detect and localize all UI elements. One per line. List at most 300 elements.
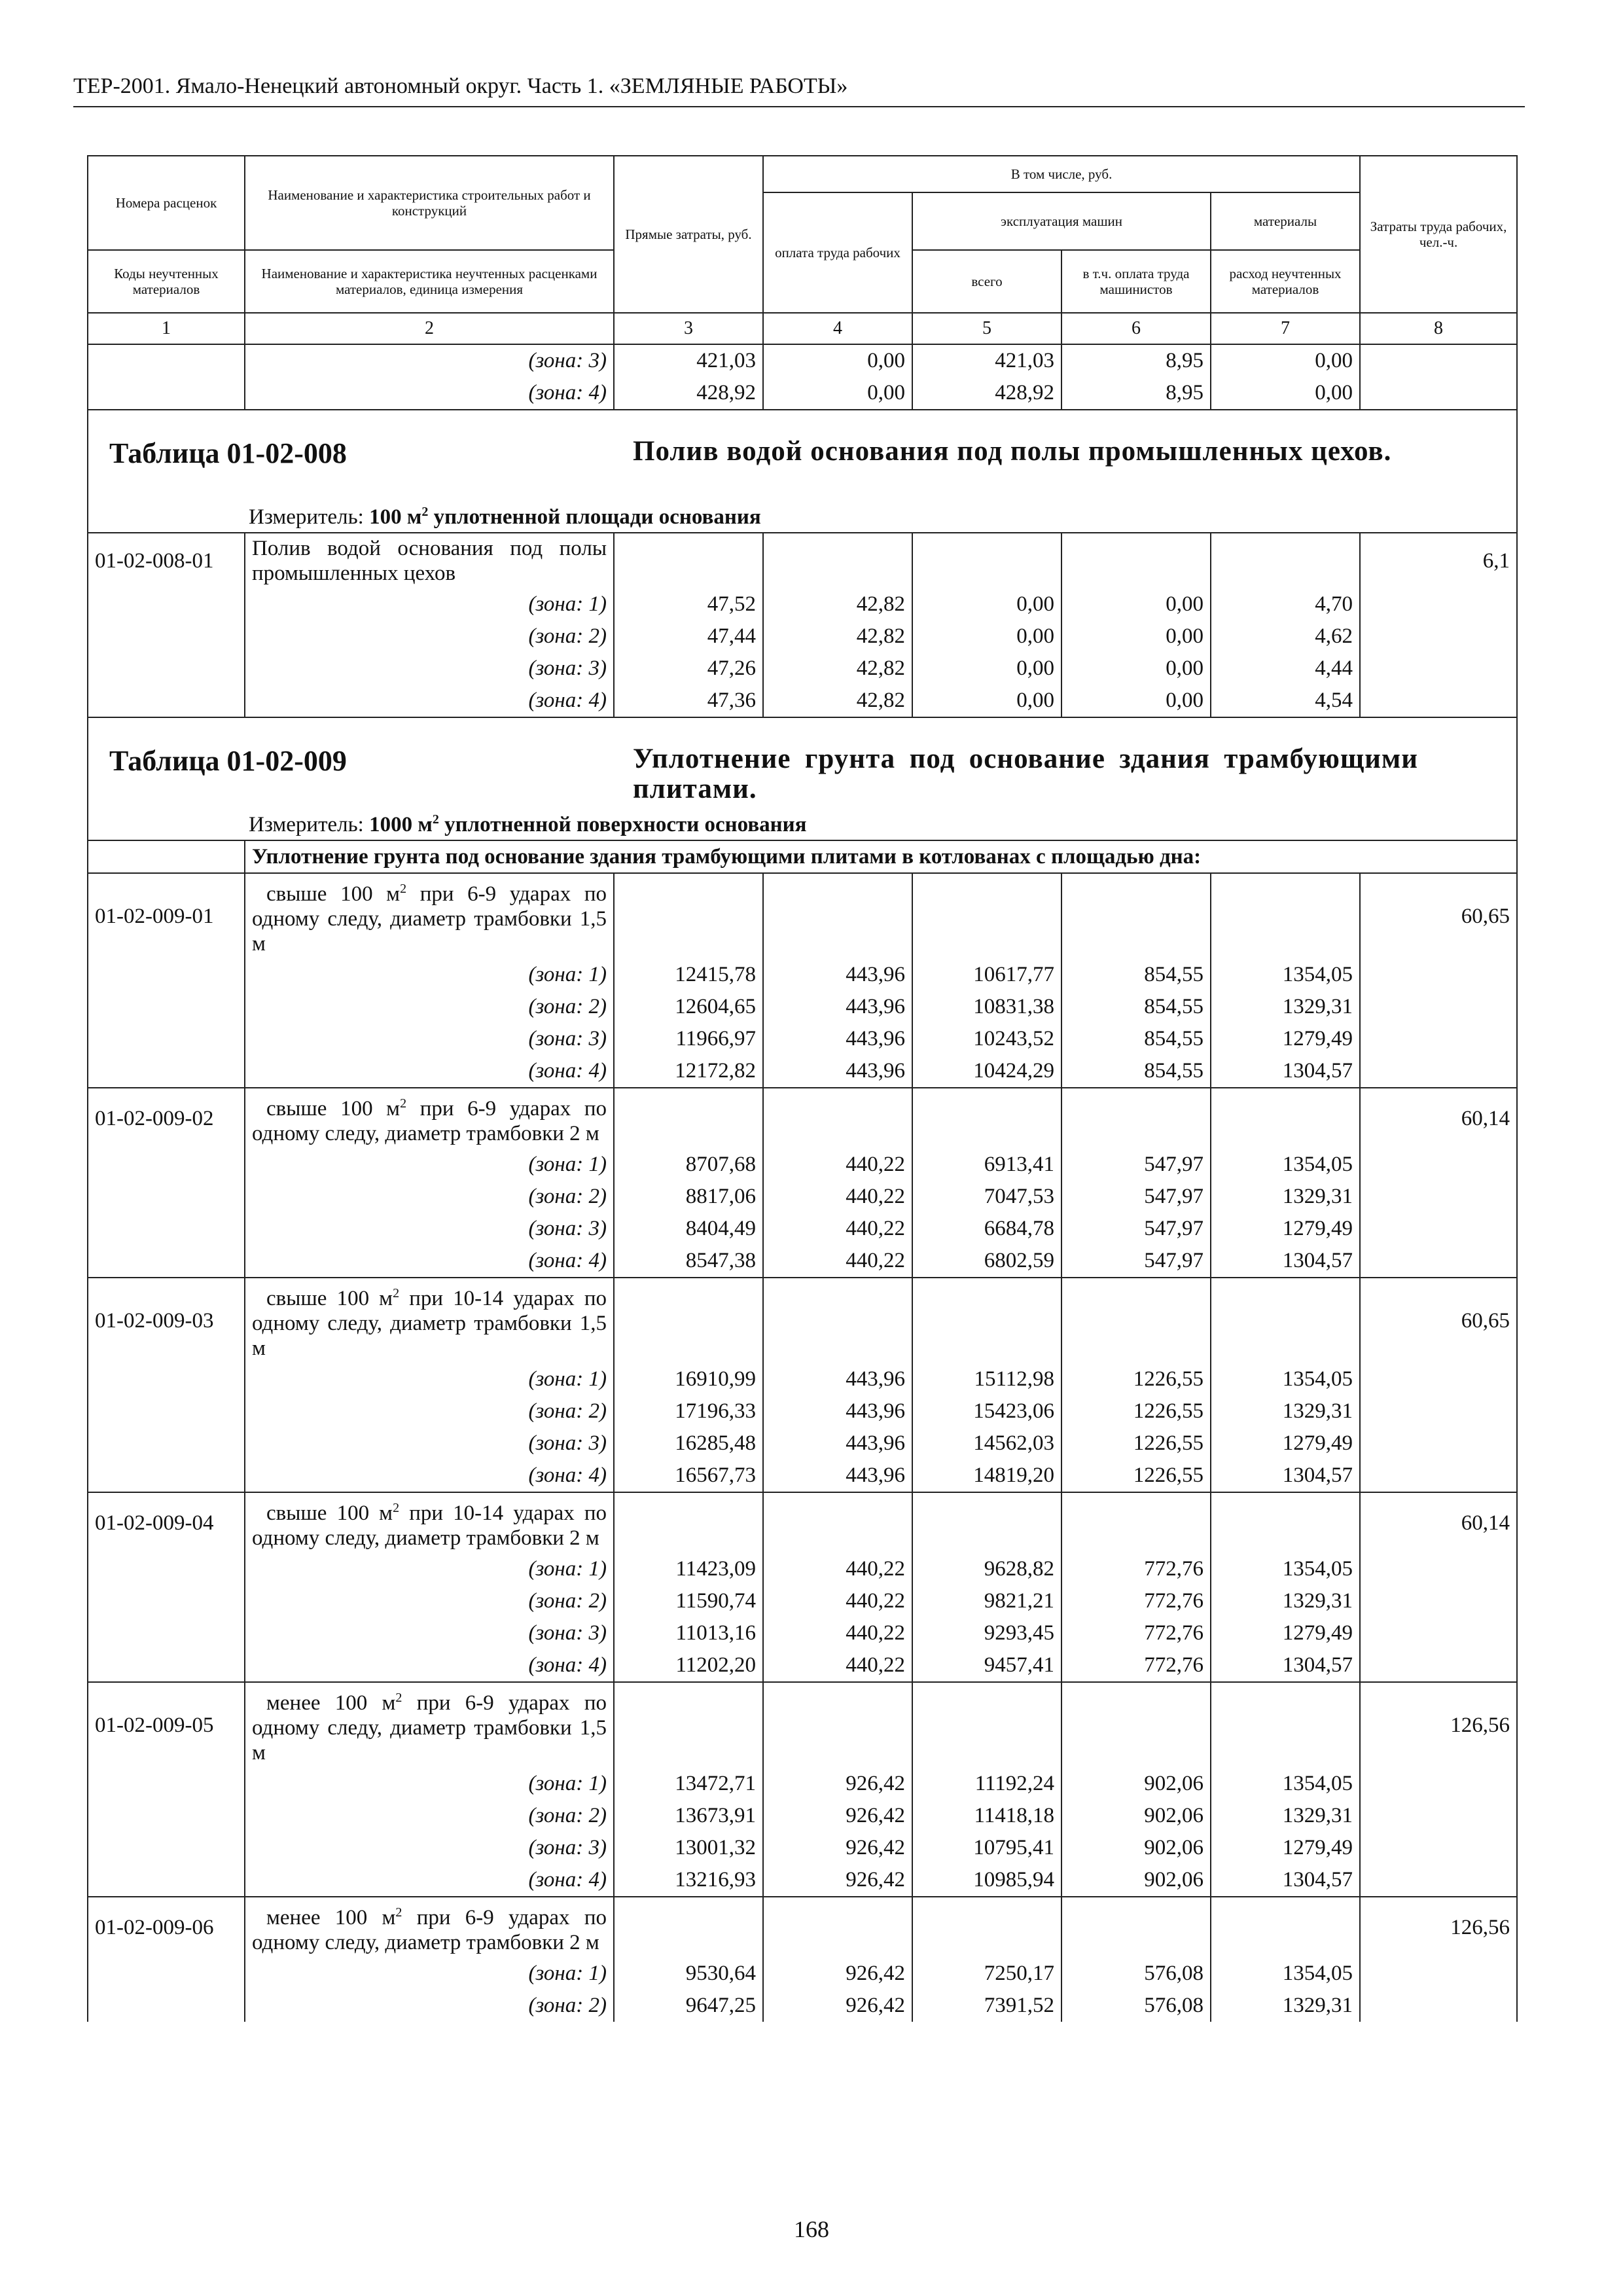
labor-cell-empty (1360, 1181, 1517, 1213)
empty-cell (1211, 873, 1360, 959)
value-machines: 9821,21 (912, 1585, 1061, 1617)
subsection-title: Уплотнение грунта под основание здания трамбующими плитами в котлованах с площадью дна: (245, 840, 1517, 873)
value-machines: 10985,94 (912, 1864, 1061, 1897)
meter-cell (245, 502, 1517, 533)
labor-cell-empty (1360, 1149, 1517, 1181)
zone-label: (зона: 2) (245, 1181, 614, 1213)
zone-label: (зона: 2) (245, 1395, 614, 1427)
empty-cell (1211, 1682, 1360, 1768)
labor-cell-empty (1360, 1768, 1517, 1800)
column-number: 3 (614, 313, 763, 344)
zone-row (88, 1832, 1517, 1864)
empty-cell (912, 873, 1061, 959)
zone-row (88, 1213, 1517, 1245)
value-materials: 1304,57 (1211, 1649, 1360, 1682)
zone-row (88, 1585, 1517, 1617)
value-machines: 11418,18 (912, 1800, 1061, 1832)
empty-cell (763, 1682, 912, 1768)
col-machines-total: всего (912, 250, 1061, 313)
value-machines: 6684,78 (912, 1213, 1061, 1245)
meter-unit: 1000 м (369, 813, 433, 836)
value-wages: 443,96 (763, 991, 912, 1023)
rate-description-part: свыше 100 м (266, 1501, 393, 1525)
value-machines: 428,92 (912, 377, 1061, 410)
rate-code: 01-02-008-01 (88, 533, 245, 588)
table-title: Полив водой основания под полы промышленных цехов. (633, 436, 1392, 467)
value-materials: 1329,31 (1211, 1585, 1360, 1617)
empty-cell (614, 1088, 763, 1149)
value-direct: 8707,68 (614, 1149, 763, 1181)
value-machinists: 854,55 (1061, 1023, 1211, 1055)
labor-cell-empty (1360, 1958, 1517, 1990)
code-cell-empty (88, 1958, 245, 1990)
rate-code: 01-02-009-03 (88, 1278, 245, 1363)
rate-description-part: свыше 100 м (266, 1287, 393, 1310)
value-materials: 1354,05 (1211, 1768, 1360, 1800)
empty-cell (614, 873, 763, 959)
rate-description-part: при 6-9 ударах по одному следу, диаметр трамбовки 1,5 м (252, 1691, 607, 1765)
rate-code: 01-02-009-02 (88, 1088, 245, 1149)
labor-value: 126,56 (1360, 1897, 1517, 1958)
value-materials: 4,70 (1211, 588, 1360, 620)
value-machinists: 854,55 (1061, 1055, 1211, 1088)
table-label: Таблица 01-02-009 (109, 745, 347, 777)
value-direct: 9647,25 (614, 1990, 763, 2022)
meter-rest: уплотненной поверхности основания (438, 813, 807, 836)
value-machines: 9457,41 (912, 1649, 1061, 1682)
value-machinists: 902,06 (1061, 1832, 1211, 1864)
value-materials: 1354,05 (1211, 959, 1360, 991)
value-materials: 1354,05 (1211, 1958, 1360, 1990)
empty-cell (614, 1682, 763, 1768)
zone-label: (зона: 4) (245, 1055, 614, 1088)
labor-cell-empty (1360, 1395, 1517, 1427)
zone-label: (зона: 1) (245, 959, 614, 991)
value-machinists: 1226,55 (1061, 1427, 1211, 1460)
value-machinists: 0,00 (1061, 588, 1211, 620)
rates-table (87, 155, 1518, 2022)
zone-label: (зона: 1) (245, 1363, 614, 1395)
column-number: 8 (1360, 313, 1517, 344)
zone-row (88, 1149, 1517, 1181)
zone-row (88, 653, 1517, 685)
meter-left-empty (88, 502, 245, 533)
value-machinists: 854,55 (1061, 959, 1211, 991)
value-materials: 4,44 (1211, 653, 1360, 685)
value-machines: 0,00 (912, 653, 1061, 685)
zone-label: (зона: 2) (245, 1990, 614, 2022)
zone-row (88, 1958, 1517, 1990)
labor-value: 60,65 (1360, 873, 1517, 959)
table-title-cell (88, 717, 1517, 810)
zone-row (88, 959, 1517, 991)
table-title-cell (88, 410, 1517, 502)
labor-cell-empty (1360, 1800, 1517, 1832)
value-direct: 47,26 (614, 653, 763, 685)
empty-cell (763, 1897, 912, 1958)
labor-cell-empty (1360, 653, 1517, 685)
value-machinists: 902,06 (1061, 1768, 1211, 1800)
zone-row (88, 1363, 1517, 1395)
value-wages: 926,42 (763, 1800, 912, 1832)
zone-row (88, 1245, 1517, 1278)
empty-cell (912, 1088, 1061, 1149)
rate-row (88, 873, 1517, 959)
empty-cell (1211, 1088, 1360, 1149)
code-cell-empty (88, 1585, 245, 1617)
zone-row (88, 1553, 1517, 1585)
rates-table-wrap (87, 155, 1516, 2022)
value-wages: 440,22 (763, 1149, 912, 1181)
col-including: В том числе, руб. (763, 156, 1360, 192)
col-machines-wages: в т.ч. оплата труда машинистов (1061, 250, 1211, 313)
zone-label: (зона: 3) (245, 1617, 614, 1649)
code-cell-empty (88, 1832, 245, 1864)
zone-label: (зона: 1) (245, 1958, 614, 1990)
value-machinists: 902,06 (1061, 1864, 1211, 1897)
column-number: 7 (1211, 313, 1360, 344)
rate-row (88, 533, 1517, 588)
value-direct: 11013,16 (614, 1617, 763, 1649)
zone-label: (зона: 2) (245, 1585, 614, 1617)
rate-row (88, 1278, 1517, 1363)
labor-cell-empty (1360, 1427, 1517, 1460)
zone-row (88, 344, 1517, 377)
zone-label: (зона: 4) (245, 377, 614, 410)
value-direct: 11966,97 (614, 1023, 763, 1055)
meter-value (369, 813, 806, 836)
value-machinists: 1226,55 (1061, 1363, 1211, 1395)
zone-row (88, 1990, 1517, 2022)
code-cell-empty (88, 1864, 245, 1897)
empty-cell (912, 1682, 1061, 1768)
value-wages: 440,22 (763, 1649, 912, 1682)
rate-description-part: менее 100 м (266, 1906, 396, 1929)
meter-rest: уплотненной площади основания (428, 505, 761, 529)
zone-label: (зона: 1) (245, 1149, 614, 1181)
superscript: 2 (400, 882, 407, 896)
value-materials: 1304,57 (1211, 1055, 1360, 1088)
col-codes-top: Номера расценок (88, 156, 245, 250)
code-cell-empty (88, 1617, 245, 1649)
code-cell-empty (88, 1055, 245, 1088)
rate-description (245, 1278, 614, 1363)
value-wages: 440,22 (763, 1213, 912, 1245)
value-materials: 1304,57 (1211, 1245, 1360, 1278)
page-number: 168 (794, 2216, 829, 2242)
col-labor: Затраты труда рабочих, чел.-ч. (1360, 156, 1517, 313)
labor-value: 60,14 (1360, 1088, 1517, 1149)
value-direct: 13216,93 (614, 1864, 763, 1897)
value-materials: 1279,49 (1211, 1023, 1360, 1055)
value-machines: 6802,59 (912, 1245, 1061, 1278)
empty-cell (1211, 1492, 1360, 1553)
code-cell-empty (88, 991, 245, 1023)
labor-value: 6,1 (1360, 533, 1517, 588)
value-machinists: 772,76 (1061, 1617, 1211, 1649)
zone-label: (зона: 3) (245, 1427, 614, 1460)
value-machinists: 547,97 (1061, 1213, 1211, 1245)
meter-value (369, 505, 761, 529)
empty-cell (1061, 1088, 1211, 1149)
labor-cell-empty (1360, 1617, 1517, 1649)
rate-code: 01-02-009-06 (88, 1897, 245, 1958)
page-header: ТЕР-2001. Ямало-Ненецкий автономный округ. Часть 1. «ЗЕМЛЯНЫЕ РАБОТЫ» (73, 72, 1525, 107)
value-materials: 1329,31 (1211, 1800, 1360, 1832)
labor-cell-empty (1360, 1460, 1517, 1492)
code-cell-empty (88, 1395, 245, 1427)
header-row-1 (88, 156, 1517, 192)
labor-cell-empty (1360, 588, 1517, 620)
zone-row (88, 1181, 1517, 1213)
rate-description-part: при 6-9 ударах по одному следу, диаметр трамбовки 2 м (252, 1097, 607, 1145)
value-direct: 8547,38 (614, 1245, 763, 1278)
value-direct: 9530,64 (614, 1958, 763, 1990)
rate-description (245, 1492, 614, 1553)
value-machinists: 1226,55 (1061, 1460, 1211, 1492)
value-materials: 1354,05 (1211, 1553, 1360, 1585)
value-direct: 428,92 (614, 377, 763, 410)
value-machinists: 576,08 (1061, 1990, 1211, 2022)
value-wages: 443,96 (763, 1395, 912, 1427)
code-cell-empty (88, 344, 245, 377)
value-direct: 12172,82 (614, 1055, 763, 1088)
empty-cell (763, 1088, 912, 1149)
rates-table-body (88, 156, 1517, 2022)
zone-label: (зона: 3) (245, 1023, 614, 1055)
value-materials: 1329,31 (1211, 991, 1360, 1023)
zone-label: (зона: 4) (245, 1245, 614, 1278)
column-number: 4 (763, 313, 912, 344)
value-materials: 1304,57 (1211, 1460, 1360, 1492)
value-direct: 47,36 (614, 685, 763, 717)
empty-cell (763, 533, 912, 588)
value-wages: 443,96 (763, 1363, 912, 1395)
zone-label: (зона: 4) (245, 1649, 614, 1682)
value-direct: 16567,73 (614, 1460, 763, 1492)
empty-cell (614, 533, 763, 588)
value-machinists: 772,76 (1061, 1649, 1211, 1682)
code-cell-empty (88, 1990, 245, 2022)
value-wages: 0,00 (763, 344, 912, 377)
value-direct: 8817,06 (614, 1181, 763, 1213)
rate-row (88, 1492, 1517, 1553)
empty-cell (912, 1897, 1061, 1958)
code-cell-empty (88, 1245, 245, 1278)
zone-row (88, 685, 1517, 717)
zone-row (88, 991, 1517, 1023)
value-materials: 1354,05 (1211, 1149, 1360, 1181)
col-name-top: Наименование и характеристика строительных работ и конструкций (245, 156, 614, 250)
labor-cell-empty (1360, 1649, 1517, 1682)
labor-cell-empty (1360, 620, 1517, 653)
zone-row (88, 1768, 1517, 1800)
value-wages: 440,22 (763, 1585, 912, 1617)
value-machines: 6913,41 (912, 1149, 1061, 1181)
rate-code: 01-02-009-05 (88, 1682, 245, 1768)
zone-label: (зона: 4) (245, 1460, 614, 1492)
value-machines: 10831,38 (912, 991, 1061, 1023)
superscript: 2 (393, 1286, 400, 1300)
zone-row (88, 1055, 1517, 1088)
empty-cell (763, 873, 912, 959)
zone-label: (зона: 3) (245, 1832, 614, 1864)
value-machines: 10617,77 (912, 959, 1061, 991)
code-cell-empty (88, 653, 245, 685)
rate-code: 01-02-009-04 (88, 1492, 245, 1553)
empty-cell (912, 1492, 1061, 1553)
col-direct: Прямые затраты, руб. (614, 156, 763, 313)
value-machinists: 547,97 (1061, 1181, 1211, 1213)
value-wages: 440,22 (763, 1245, 912, 1278)
value-direct: 13673,91 (614, 1800, 763, 1832)
col-materials-unaccounted: расход неучтенных материалов (1211, 250, 1360, 313)
value-machines: 15423,06 (912, 1395, 1061, 1427)
meter-unit: 100 м (369, 505, 422, 529)
zone-row (88, 1649, 1517, 1682)
labor-cell-empty (1360, 1055, 1517, 1088)
labor-cell-empty (1360, 377, 1517, 410)
superscript: 2 (395, 1905, 402, 1920)
rate-description-part: при 6-9 ударах по одному следу, диаметр трамбовки 1,5 м (252, 882, 607, 956)
labor-cell-empty (1360, 1213, 1517, 1245)
value-machines: 0,00 (912, 685, 1061, 717)
value-machinists: 772,76 (1061, 1553, 1211, 1585)
empty-cell (1061, 1278, 1211, 1363)
value-materials: 1329,31 (1211, 1181, 1360, 1213)
subsection-left-empty (88, 840, 245, 873)
col-wages: оплата труда рабочих (763, 192, 912, 313)
code-cell-empty (88, 1149, 245, 1181)
value-direct: 13472,71 (614, 1768, 763, 1800)
value-machinists: 0,00 (1061, 685, 1211, 717)
value-machinists: 576,08 (1061, 1958, 1211, 1990)
rate-description (245, 1088, 614, 1149)
empty-cell (1211, 1278, 1360, 1363)
value-machinists: 547,97 (1061, 1149, 1211, 1181)
code-cell-empty (88, 1181, 245, 1213)
value-materials: 4,62 (1211, 620, 1360, 653)
meter-left-empty (88, 810, 245, 840)
rate-row (88, 1088, 1517, 1149)
table-title-block (95, 410, 1510, 502)
code-cell-empty (88, 1460, 245, 1492)
empty-cell (1211, 533, 1360, 588)
value-machinists: 8,95 (1061, 344, 1211, 377)
value-materials: 4,54 (1211, 685, 1360, 717)
table-label: Таблица 01-02-008 (109, 437, 347, 469)
superscript: 2 (432, 812, 439, 827)
empty-cell (1061, 1682, 1211, 1768)
zone-label: (зона: 3) (245, 653, 614, 685)
superscript: 2 (421, 505, 429, 519)
column-number: 6 (1061, 313, 1211, 344)
zone-row (88, 588, 1517, 620)
value-machinists: 547,97 (1061, 1245, 1211, 1278)
table-title: Уплотнение грунта под основание здания трамбующими плитами. (633, 744, 1418, 804)
value-machines: 0,00 (912, 588, 1061, 620)
empty-cell (763, 1492, 912, 1553)
zone-row (88, 1617, 1517, 1649)
labor-cell-empty (1360, 1832, 1517, 1864)
rate-description-part: при 10-14 ударах по одному следу, диаметр трамбовки 1,5 м (252, 1287, 607, 1360)
value-materials: 0,00 (1211, 344, 1360, 377)
value-direct: 47,44 (614, 620, 763, 653)
value-direct: 12415,78 (614, 959, 763, 991)
value-materials: 1279,49 (1211, 1617, 1360, 1649)
rate-description (245, 873, 614, 959)
empty-cell (1211, 1897, 1360, 1958)
value-machines: 15112,98 (912, 1363, 1061, 1395)
zone-row (88, 1800, 1517, 1832)
rate-description-part: при 10-14 ударах по одному следу, диаметр трамбовки 2 м (252, 1501, 607, 1550)
rate-row (88, 1897, 1517, 1958)
table-title-row (88, 410, 1517, 502)
value-machines: 7047,53 (912, 1181, 1061, 1213)
value-wages: 926,42 (763, 1958, 912, 1990)
value-machines: 10424,29 (912, 1055, 1061, 1088)
rate-description-part: при 6-9 ударах по одному следу, диаметр трамбовки 2 м (252, 1906, 607, 1954)
empty-cell (1061, 873, 1211, 959)
value-materials: 1279,49 (1211, 1213, 1360, 1245)
empty-cell (912, 533, 1061, 588)
labor-cell-empty (1360, 1864, 1517, 1897)
rate-code: 01-02-009-01 (88, 873, 245, 959)
value-wages: 443,96 (763, 1055, 912, 1088)
code-cell-empty (88, 377, 245, 410)
rate-description: Полив водой основания под полы промышленных цехов (245, 533, 614, 588)
value-wages: 440,22 (763, 1181, 912, 1213)
value-direct: 16285,48 (614, 1427, 763, 1460)
value-materials: 1279,49 (1211, 1427, 1360, 1460)
labor-cell-empty (1360, 1023, 1517, 1055)
rate-description (245, 1682, 614, 1768)
code-cell-empty (88, 959, 245, 991)
column-number: 5 (912, 313, 1061, 344)
value-machinists: 772,76 (1061, 1585, 1211, 1617)
value-machines: 7250,17 (912, 1958, 1061, 1990)
value-wages: 443,96 (763, 1460, 912, 1492)
value-direct: 13001,32 (614, 1832, 763, 1864)
code-cell-empty (88, 1800, 245, 1832)
zone-label: (зона: 4) (245, 1864, 614, 1897)
zone-row (88, 1460, 1517, 1492)
value-wages: 926,42 (763, 1990, 912, 2022)
value-wages: 440,22 (763, 1617, 912, 1649)
zone-row (88, 1023, 1517, 1055)
labor-cell-empty (1360, 991, 1517, 1023)
value-wages: 42,82 (763, 653, 912, 685)
zone-row (88, 1864, 1517, 1897)
empty-cell (912, 1278, 1061, 1363)
zone-row (88, 620, 1517, 653)
value-machines: 14562,03 (912, 1427, 1061, 1460)
zone-label: (зона: 2) (245, 620, 614, 653)
superscript: 2 (393, 1501, 400, 1515)
empty-cell (614, 1492, 763, 1553)
value-machinists: 0,00 (1061, 620, 1211, 653)
subsection-row (88, 840, 1517, 873)
value-direct: 12604,65 (614, 991, 763, 1023)
value-machines: 9628,82 (912, 1553, 1061, 1585)
value-direct: 17196,33 (614, 1395, 763, 1427)
value-wages: 42,82 (763, 620, 912, 653)
code-cell-empty (88, 1213, 245, 1245)
value-machines: 0,00 (912, 620, 1061, 653)
zone-label: (зона: 2) (245, 1800, 614, 1832)
code-cell-empty (88, 1768, 245, 1800)
value-materials: 1354,05 (1211, 1363, 1360, 1395)
